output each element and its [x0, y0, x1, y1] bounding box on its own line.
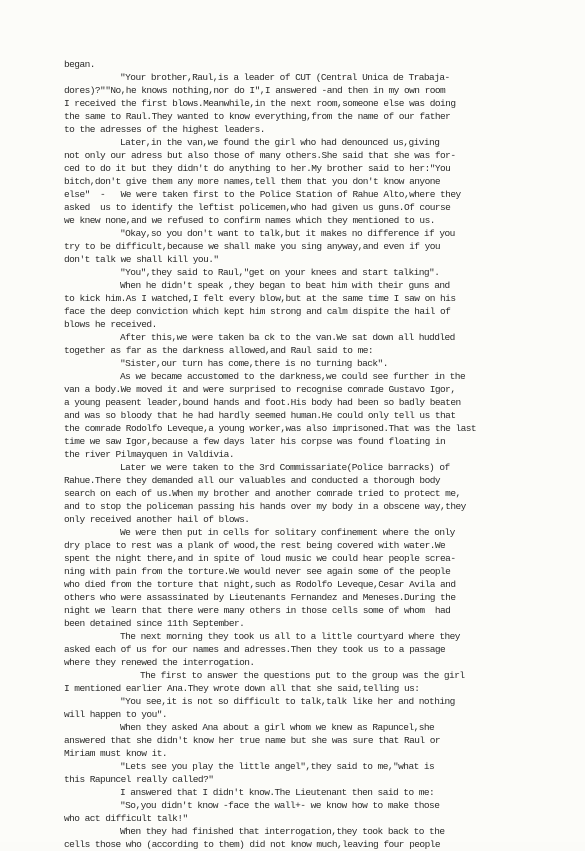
text-line: who died from the torture that night,such as Rodolfo Leveque,Cesar Avila and: [64, 579, 456, 590]
text-line: to kick him.As I watched,I felt every blow,but at the same time I saw on his: [64, 293, 456, 304]
text-line: I received the first blows.Meanwhile,in the next room,someone else was doing: [64, 98, 456, 109]
text-line: where they renewed the interrogation.: [64, 657, 255, 668]
text-line: blows he received.: [64, 319, 157, 330]
text-line: Rahue.There they demanded all our valuables and conducted a thorough body: [64, 475, 441, 486]
text-line: ced to do it but they didn't do anything to her.My brother said to her:"You: [64, 163, 451, 174]
text-line: As we became accustomed to the darkness,we could see further in the: [120, 371, 466, 382]
text-line: The next morning they took us all to a little courtyard where they: [120, 631, 460, 642]
text-line: We were then put in cells for solitary confinement where the only: [120, 527, 455, 538]
text-line: only received another hail of blows.: [64, 514, 250, 525]
text-line: who act difficult talk!": [64, 813, 188, 824]
text-line: search on each of us.When my brother and another comrade tried to protect me,: [64, 488, 461, 499]
text-line: "Sister,our turn has come,there is no turning back".: [120, 358, 388, 369]
text-line: cells those who (according to them) did not know much,leaving four people: [64, 839, 441, 850]
text-line: Later we were taken to the 3rd Commissariate(Police barracks) of: [120, 462, 450, 473]
text-line: others who were assassinated by Lieutenants Fernandez and Meneses.During the: [64, 592, 456, 603]
text-line: we knew none,and we refused to confirm names which they mentioned to us.: [64, 215, 435, 226]
text-line: "So,you didn't know -face the wall+- we know how to make those: [120, 800, 440, 811]
text-line: and was so bloody that he had hardly seemed human.He could only tell us that: [64, 410, 456, 421]
text-line: When they had finished that interrogation,they took back to the: [120, 826, 445, 837]
text-line: answered that she didn't know her true name but she was sure that Raul or: [64, 735, 441, 746]
text-line: don't talk we shall kill you.": [64, 254, 219, 265]
text-line: will happen to you".: [64, 709, 168, 720]
text-line: else" - We were taken first to the Police Station of Rahue Alto,where they: [64, 189, 461, 200]
text-line: not only our adress but also those of many others.She said that she was for-: [64, 150, 456, 161]
text-line: ning with pain from the torture.We would never see again some of the people: [64, 566, 451, 577]
text-line: a young peasent leader,bound hands and foot.His body had been so badly beaten: [64, 397, 461, 408]
text-line: time we saw Igor,because a few days later his corpse was found floating in: [64, 436, 446, 447]
text-line: the comrade Rodolfo Leveque,a young worker,was also imprisoned.That was the last: [64, 423, 477, 434]
text-line: "Your brother,Raul,is a leader of CUT (Central Unica de Trabaja-: [120, 72, 450, 83]
text-line: After this,we were taken ba ck to the van.We sat down all huddled: [120, 332, 455, 343]
text-line: the river Pilmayquen in Valdivia.: [64, 449, 234, 460]
text-line: and to stop the policeman passing his hands over my body in a obscene way,they: [64, 501, 466, 512]
text-line: van a body.We moved it and were surprised to recognise comrade Gustavo Igor,: [64, 384, 456, 395]
text-line: When he didn't speak ,they began to beat him with their guns and: [120, 280, 450, 291]
text-line: spent the night there,and in spite of loud music we could hear people screa-: [64, 553, 456, 564]
text-line: Miriam must know it.: [64, 748, 168, 759]
text-line: dry place to rest was a plank of wood,the rest being covered with water.We: [64, 540, 446, 551]
text-line: face the deep conviction which kept him strong and calm dispite the hail of: [64, 306, 451, 317]
typewritten-text: [64, 58, 564, 851]
text-line: the same to Raul.They wanted to know everything,from the name of our father: [64, 111, 451, 122]
text-line: I answered that I didn't know.The Lieutenant then said to me:: [120, 787, 435, 798]
text-line: been detained since 11th September.: [64, 618, 245, 629]
text-line: together as far as the darkness allowed,and Raul said to me:: [64, 345, 374, 356]
text-line: "Lets see you play the little angel",they said to me,"what is: [120, 761, 435, 772]
text-line: "You see,it is not so difficult to talk,talk like her and nothing: [120, 696, 455, 707]
text-line: The first to answer the questions put to the group was the girl: [140, 670, 465, 681]
text-line: to the adresses of the highest leaders.: [64, 124, 265, 135]
text-line: "Okay,so you don't want to talk,but it makes no difference if you: [120, 228, 455, 239]
text-line: Later,in the van,we found the girl who had denounced us,giving: [120, 137, 440, 148]
text-line: dores)?""No,he knows nothing,nor do I",I answered -and then in my own room: [64, 85, 446, 96]
text-line: try to be difficult,because we shall make you sing anyway,and even if you: [64, 241, 441, 252]
text-line: night we learn that there were many others in those cells some of whom had: [64, 605, 451, 616]
text-line: asked us to identify the leftist policemen,who had given us guns.Of course: [64, 202, 451, 213]
text-line: asked each of us for our names and adresses.Then they took us to a passage: [64, 644, 446, 655]
text-line: "You",they said to Raul,"get on your knees and start talking".: [120, 267, 440, 278]
text-line: I mentioned earlier Ana.They wrote down all that she said,telling us:: [64, 683, 420, 694]
text-line: began.: [64, 59, 95, 70]
text-line: When they asked Ana about a girl whom we knew as Rapuncel,she: [120, 722, 435, 733]
text-line: bitch,don't give them any more names,tell them that you don't know anyone: [64, 176, 441, 187]
text-line: this Rapuncel really called?": [64, 774, 214, 785]
